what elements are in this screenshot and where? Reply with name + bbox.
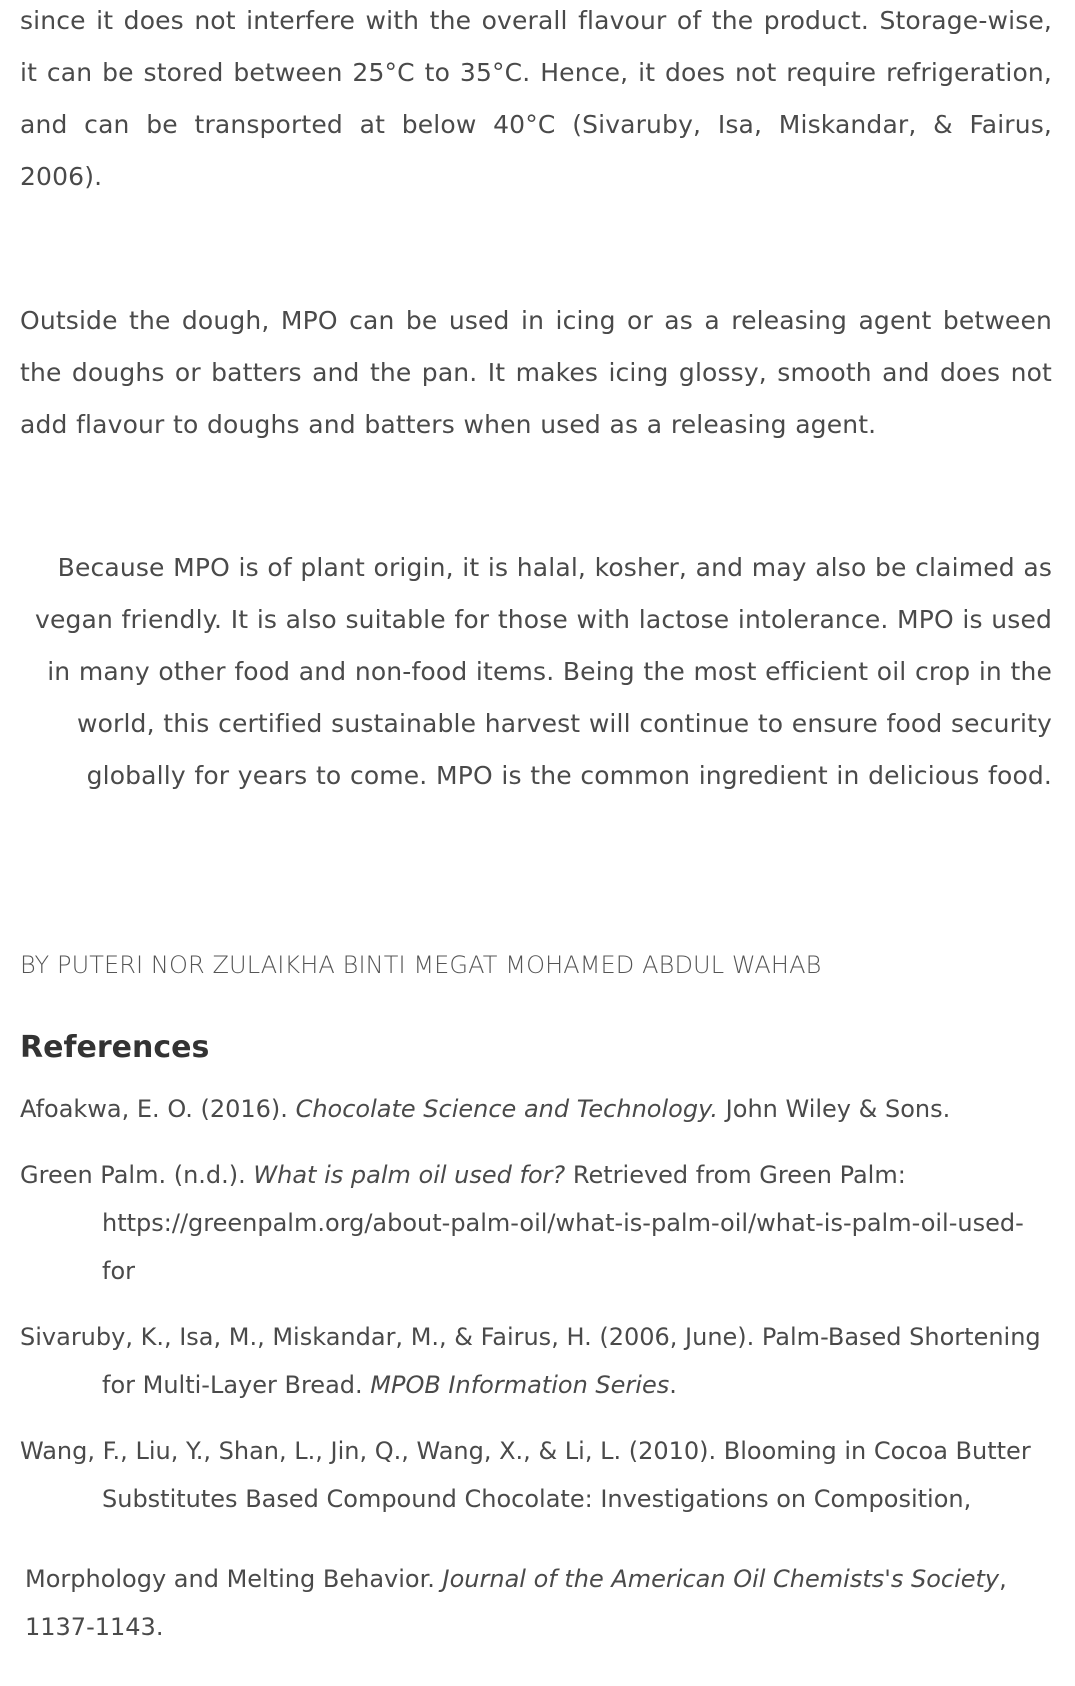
reference-text: Retrieved from Green Palm: https://greenpalm.org/about-palm-oil/what-is-palm-oil/what-is-palm-oil-used-for xyxy=(102,1161,1024,1285)
references-heading: References xyxy=(20,1030,210,1065)
reference-text: Sivaruby, K., Isa, M., Miskandar, M., & Fairus, H. (2006, June). Palm-Based Shortening for Multi-Layer Bread. xyxy=(20,1323,1041,1399)
reference-text: Afoakwa, E. O. (2016). xyxy=(20,1095,296,1123)
reference-title: MPOB Information Series xyxy=(370,1371,670,1399)
reference-text: . xyxy=(669,1371,677,1399)
reference-text: Morphology and Melting Behavior. xyxy=(25,1565,443,1593)
reference-text: Wang, F., Liu, Y., Shan, L., Jin, Q., Wang, X., & Li, L. (2010). Blooming in Cocoa Butter Substitutes Based Compound Chocolate: Investigations on Composition, xyxy=(20,1437,1031,1513)
reference-item xyxy=(20,1313,1052,1409)
reference-journal: Journal of the American Oil Chemists's Society xyxy=(442,1565,1000,1593)
author-byline: BY PUTERI NOR ZULAIKHA BINTI MEGAT MOHAMED ABDUL WAHAB xyxy=(20,951,822,979)
reference-text: John Wiley & Sons. xyxy=(718,1095,951,1123)
paragraph-storage: since it does not interfere with the overall flavour of the product. Storage-wise, it can be stored between 25°C to 35°C. Hence, it does not require refrigeration, and can be transported at below 40°C (Sivaruby, Isa, Miskandar, & Fairus, 2006). xyxy=(20,6,1052,191)
reference-title: Chocolate Science and Technology. xyxy=(295,1095,719,1123)
reference-title: What is palm oil used for? xyxy=(253,1161,566,1189)
references-list xyxy=(20,1085,1052,1541)
reference-item xyxy=(20,1151,1052,1295)
reference-text: , 1137-1143. xyxy=(25,1565,1007,1641)
reference-item xyxy=(20,1085,1052,1133)
paragraph-releasing-agent: Outside the dough, MPO can be used in icing or as a releasing agent between the doughs or batters and the pan. It makes icing glossy, smooth and does not add flavour to doughs and batters when used as a releasing agent. xyxy=(20,306,1052,439)
paragraph-plant-origin: Because MPO is of plant origin, it is halal, kosher, and may also be claimed as vegan friendly. It is also suitable for those with lactose intolerance. MPO is used in many other food and non-food items. Being the most efficient oil crop in the world, this certified sustainable harvest will continue to ensure food security globally for years to come. MPO is the common ingredient in delicious food. xyxy=(35,553,1052,790)
reference-text: Green Palm. (n.d.). xyxy=(20,1161,254,1189)
reference-item xyxy=(20,1427,1052,1523)
reference-continuation xyxy=(25,1555,1025,1651)
